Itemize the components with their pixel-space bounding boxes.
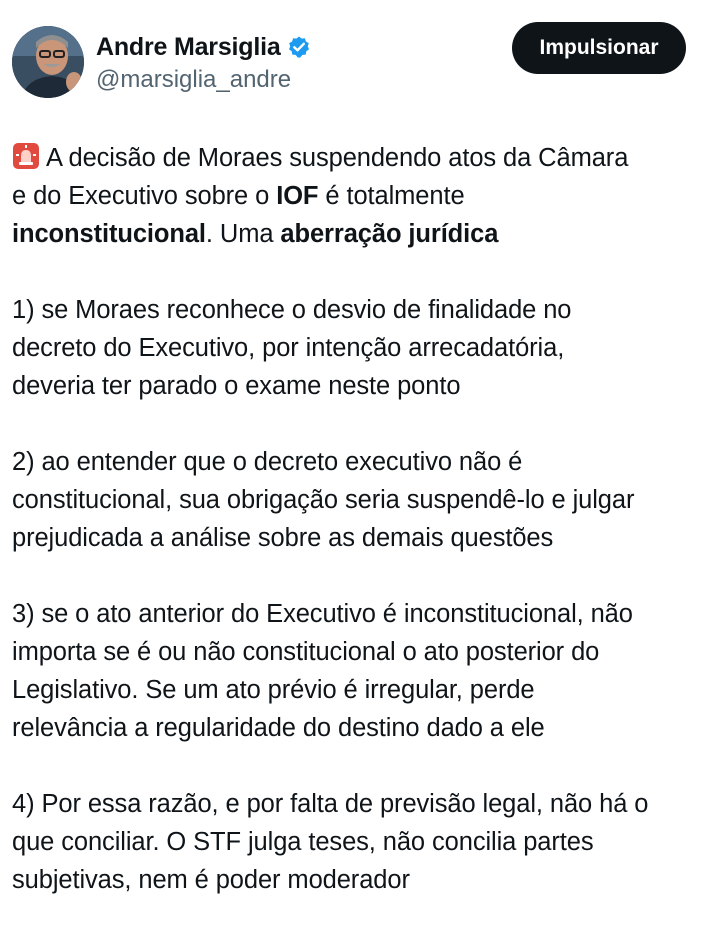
tweet-line: relevância a regularidade do destino dado a ele	[12, 714, 545, 742]
tweet-header	[0, 0, 712, 110]
tweet-line	[12, 215, 708, 253]
tweet-text-span: . Uma	[205, 220, 281, 248]
bold-text: IOF	[276, 182, 319, 210]
tweet-line: importa se é ou não constitucional o ato posterior do	[12, 638, 600, 666]
tweet-point-1	[12, 291, 708, 405]
author-handle[interactable]: @marsiglia_andre	[96, 66, 292, 93]
tweet-point-3	[12, 595, 708, 747]
tweet-text	[12, 139, 708, 937]
tweet-point-2	[12, 443, 708, 557]
tweet-line: deveria ter parado o exame neste ponto	[12, 372, 461, 400]
tweet-intro	[12, 139, 708, 253]
avatar-photo	[12, 26, 84, 98]
tweet-text-span: e do Executivo sobre o	[12, 182, 277, 210]
promote-button[interactable]: Impulsionar	[512, 22, 686, 74]
rotating-light-icon	[12, 142, 40, 170]
bold-text: inconstitucional	[12, 220, 206, 248]
tweet-line	[12, 139, 708, 177]
tweet-line: 2) ao entender que o decreto executivo não é	[12, 448, 523, 476]
tweet-line: 4) Por essa razão, e por falta de previsão legal, não há o	[12, 790, 649, 818]
author-avatar[interactable]	[12, 26, 84, 98]
tweet-line: prejudicada a análise sobre as demais questões	[12, 524, 554, 552]
tweet-line: constitucional, sua obrigação seria suspendê-lo e julgar	[12, 486, 635, 514]
bold-text: aberração jurídica	[280, 220, 499, 248]
author-info	[96, 30, 311, 96]
tweet-text-span: é totalmente	[318, 182, 465, 210]
tweet-point-4	[12, 785, 708, 899]
tweet-line	[12, 177, 708, 215]
tweet-text-span: A decisão de Moraes suspendendo atos da Câmara	[46, 144, 629, 172]
tweet-line: decreto do Executivo, por intenção arrecadatória,	[12, 334, 565, 362]
author-name[interactable]: Andre Marsiglia	[96, 32, 281, 61]
tweet-line: 3) se o ato anterior do Executivo é inconstitucional, não	[12, 600, 633, 628]
tweet-line: que conciliar. O STF julga teses, não concilia partes	[12, 828, 594, 856]
verified-badge-icon	[287, 35, 311, 59]
tweet-line: 1) se Moraes reconhece o desvio de finalidade no	[12, 296, 572, 324]
tweet-line: subjetivas, nem é poder moderador	[12, 866, 410, 894]
tweet-line: Legislativo. Se um ato prévio é irregular, perde	[12, 676, 535, 704]
